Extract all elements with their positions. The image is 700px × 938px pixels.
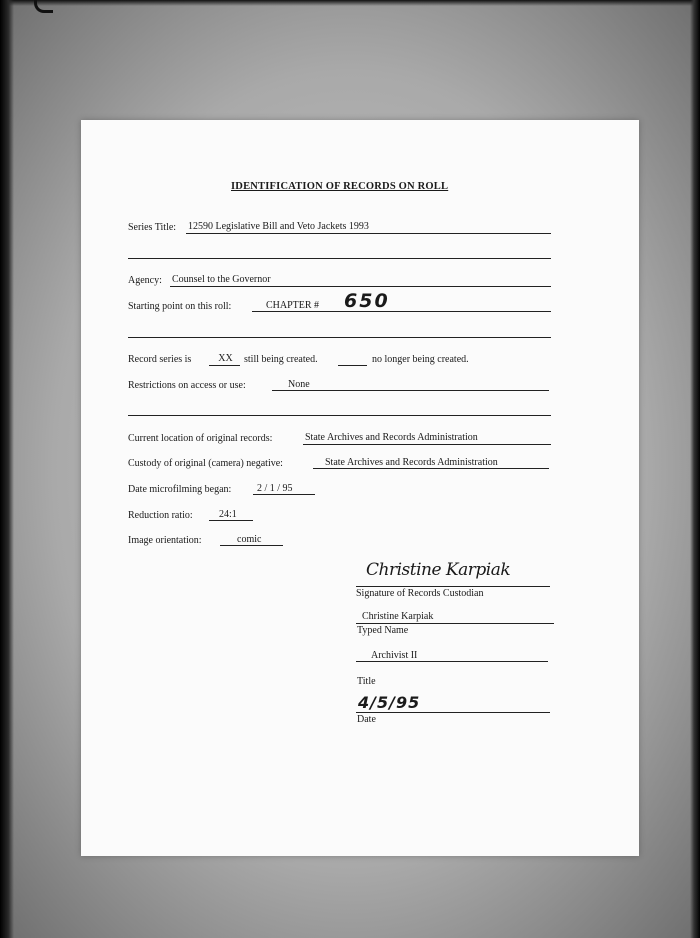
date-label: Date — [357, 714, 376, 725]
no-longer-blank — [338, 353, 367, 366]
chapter-number-handwritten: 650 — [344, 290, 390, 312]
film-edge-top — [0, 0, 700, 6]
custody-label: Custody of original (camera) negative: — [128, 458, 283, 469]
no-longer-text: no longer being created. — [372, 354, 469, 365]
still-being-text: still being created. — [244, 354, 318, 365]
typed-name-value: Christine Karpiak — [356, 611, 554, 624]
blank-line-2 — [128, 337, 551, 338]
film-corner-mark — [34, 0, 53, 13]
series-title-value: 12590 Legislative Bill and Veto Jackets 1993 — [186, 221, 551, 234]
current-location-label: Current location of original records: — [128, 433, 273, 444]
signature-label: Signature of Records Custodian — [356, 588, 484, 599]
starting-point-label: Starting point on this roll: — [128, 301, 232, 312]
film-edge-right — [690, 0, 700, 938]
orientation-label: Image orientation: — [128, 535, 202, 546]
blank-line-3 — [128, 415, 551, 416]
form-page — [81, 120, 639, 856]
date-line — [356, 712, 550, 713]
title-value: Archivist II — [356, 650, 548, 662]
reduction-label: Reduction ratio: — [128, 510, 193, 521]
chapter-label: CHAPTER # — [266, 300, 320, 311]
date-began-value: 2 / 1 / 95 — [253, 483, 315, 495]
reduction-value: 24:1 — [209, 509, 253, 521]
current-location-value: State Archives and Records Administration — [303, 432, 551, 445]
starting-point-line — [252, 290, 551, 312]
series-title-label: Series Title: — [128, 222, 177, 233]
typed-name-label: Typed Name — [357, 625, 409, 636]
date-began-label: Date microfilming began: — [128, 484, 232, 495]
blank-line-1 — [128, 258, 551, 259]
orientation-value: comic — [220, 534, 283, 546]
signature-handwritten: Christine Karpiak — [366, 560, 511, 580]
restrictions-label: Restrictions on access or use: — [128, 380, 246, 391]
restrictions-value: None — [272, 379, 549, 391]
date-handwritten: 4/5/95 — [358, 693, 421, 712]
title-label: Title — [357, 676, 376, 687]
film-edge-left — [0, 0, 14, 938]
signature-line — [356, 584, 550, 587]
agency-label: Agency: — [128, 275, 162, 286]
agency-value: Counsel to the Governor — [170, 274, 551, 287]
form-title: IDENTIFICATION OF RECORDS ON ROLL — [231, 181, 449, 192]
still-being-mark: XX — [209, 353, 240, 366]
record-series-label: Record series is — [128, 354, 192, 365]
custody-value: State Archives and Records Administration — [313, 457, 549, 469]
